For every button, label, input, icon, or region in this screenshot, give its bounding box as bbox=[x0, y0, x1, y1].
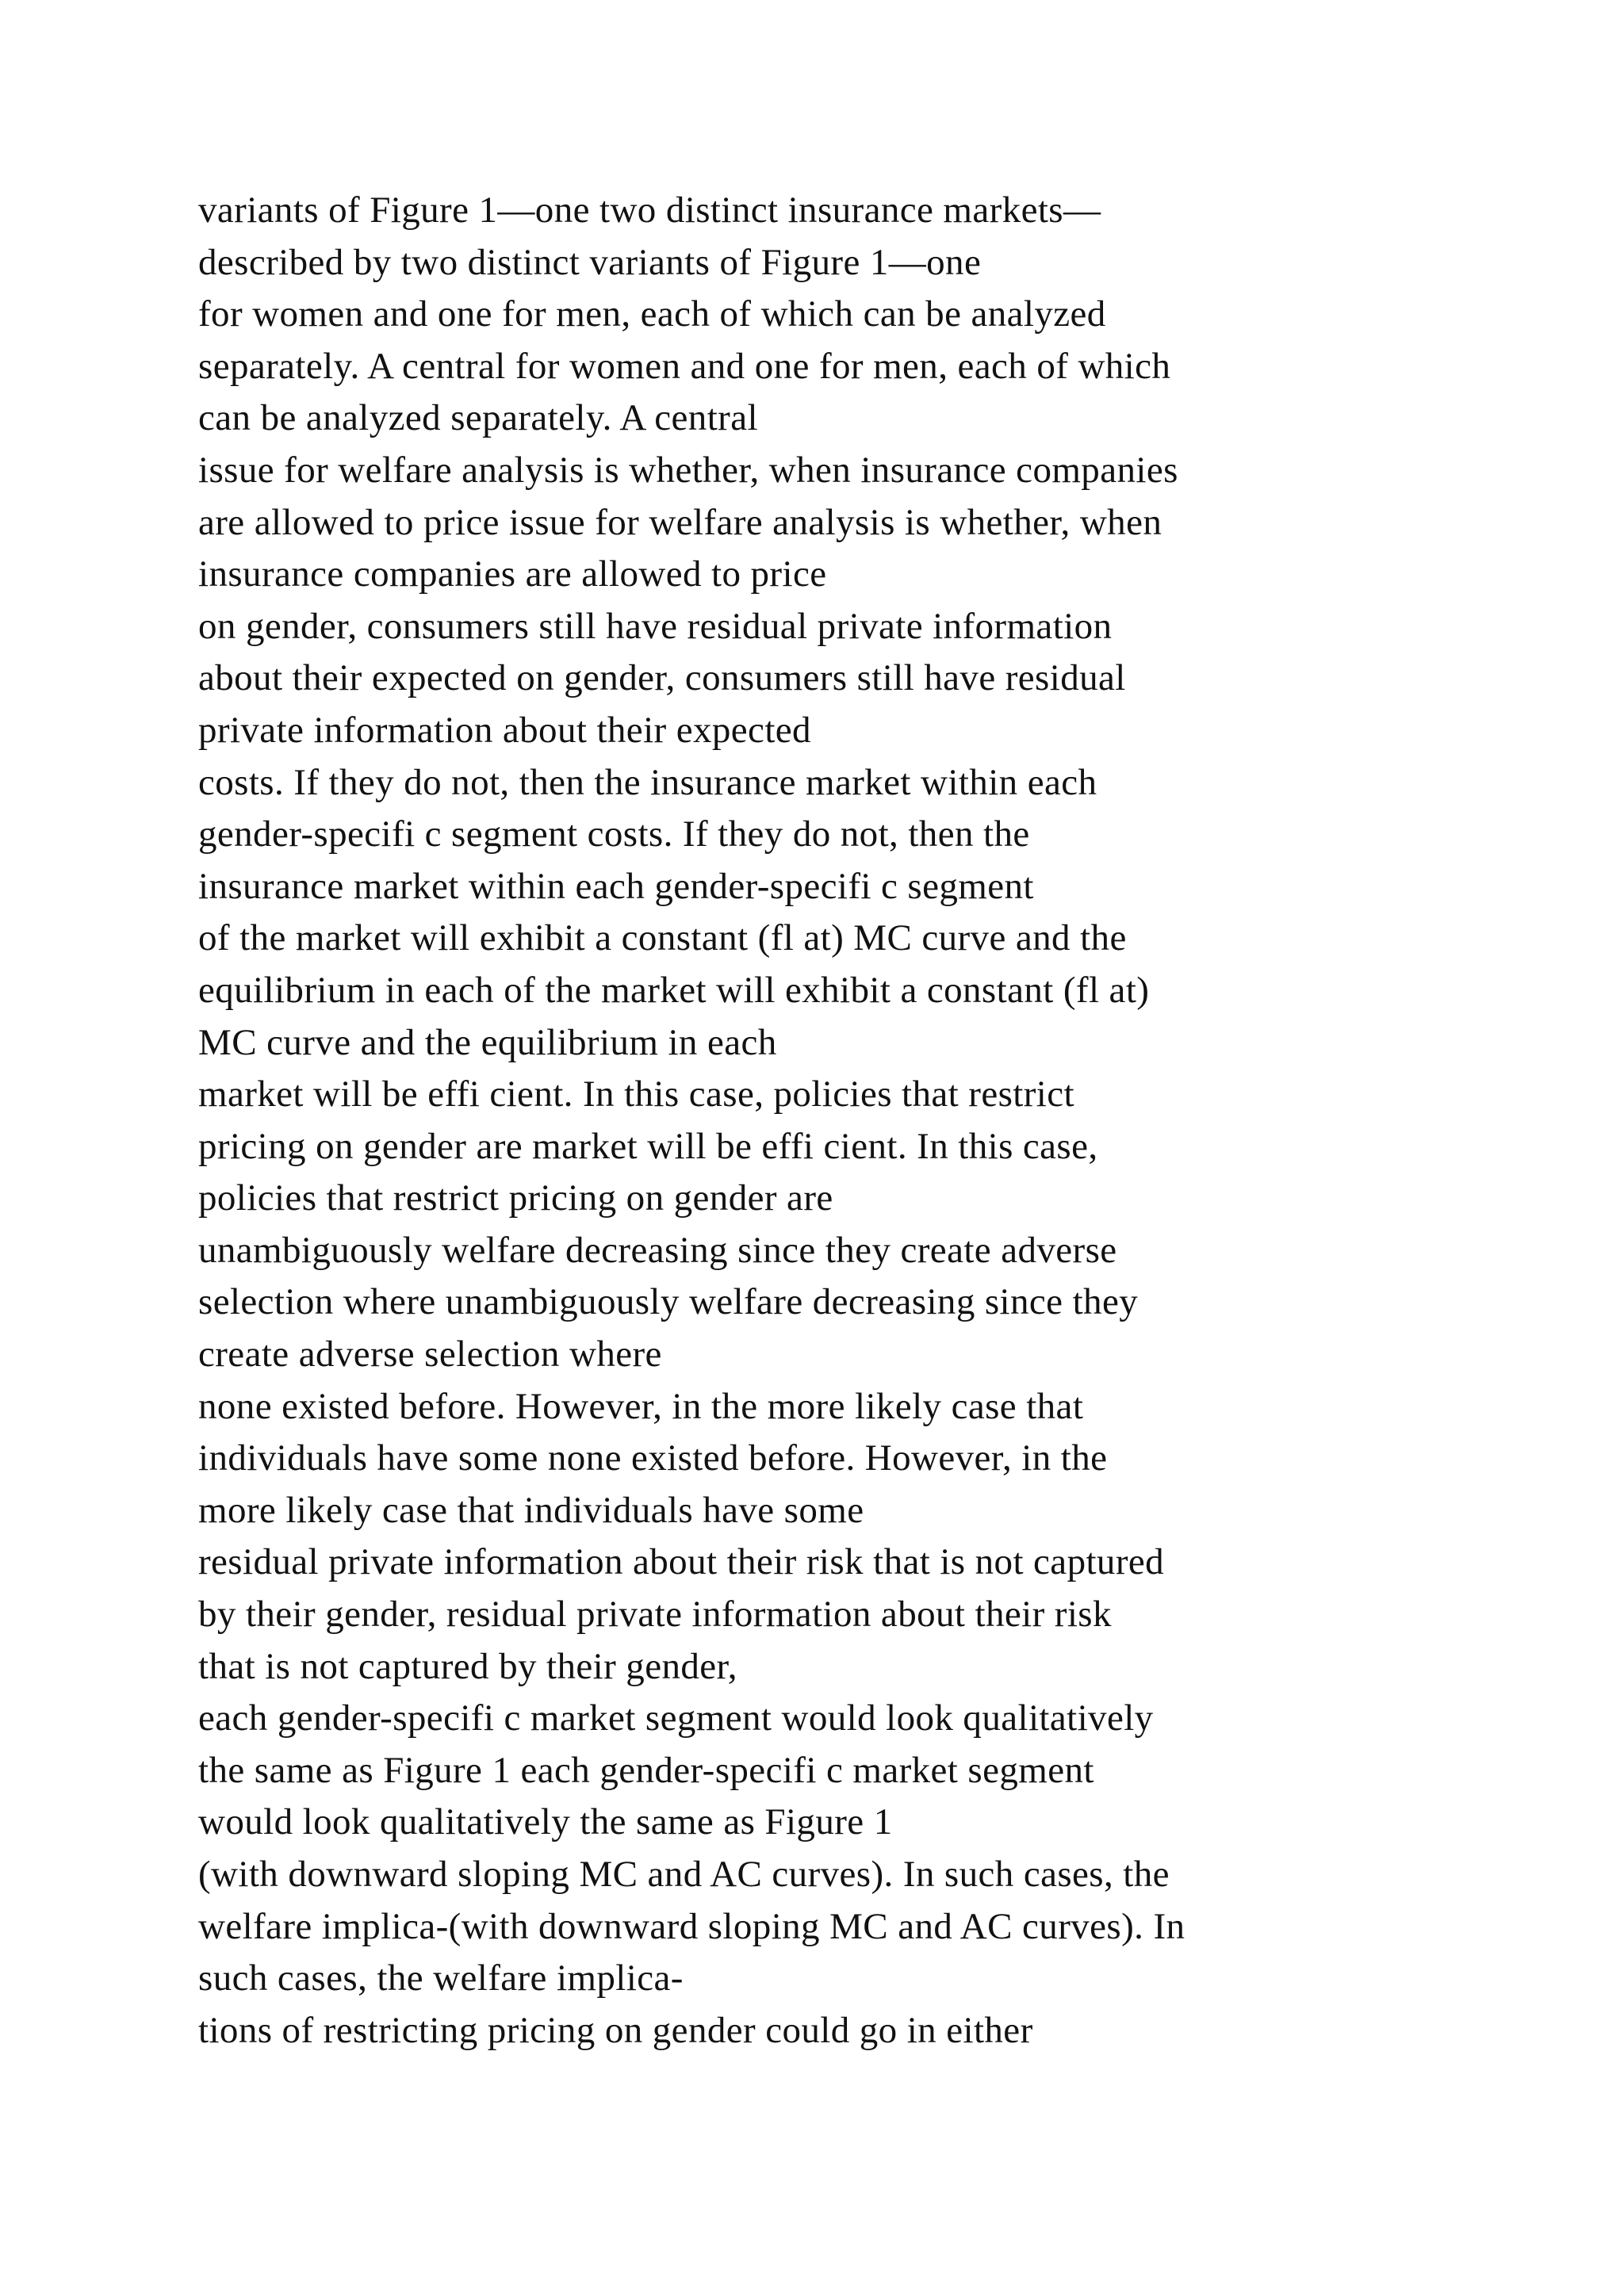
text-line: create adverse selection where bbox=[198, 1334, 662, 1376]
text-line: costs. If they do not, then the insurance market within each bbox=[198, 761, 1097, 803]
text-line: welfare implica-(with downward sloping MC and AC curves). In bbox=[198, 1905, 1185, 1947]
text-line: the same as Figure 1 each gender-specifi c market segment bbox=[198, 1749, 1094, 1791]
text-line: policies that restrict pricing on gender are bbox=[198, 1177, 833, 1219]
text-line: residual private information about their risk that is not captured bbox=[198, 1541, 1165, 1583]
text-line: each gender-specifi c market segment would look qualitatively bbox=[198, 1697, 1154, 1739]
text-line: on gender, consumers still have residual private information bbox=[198, 605, 1113, 647]
text-line: insurance companies are allowed to price bbox=[198, 553, 827, 595]
text-line: tions of restricting pricing on gender could go in either bbox=[198, 2009, 1033, 2051]
text-line: selection where unambiguously welfare decreasing since they bbox=[198, 1281, 1139, 1323]
text-line: separately. A central for women and one for men, each of which bbox=[198, 345, 1171, 387]
text-line: by their gender, residual private information about their risk bbox=[198, 1594, 1112, 1636]
text-line: for women and one for men, each of which can be analyzed bbox=[198, 293, 1106, 335]
text-line: that is not captured by their gender, bbox=[198, 1645, 737, 1687]
text-line: individuals have some none existed before. However, in the bbox=[198, 1437, 1108, 1479]
text-line: equilibrium in each of the market will exhibit a constant (fl at) bbox=[198, 969, 1150, 1011]
text-line: gender-specifi c segment costs. If they do not, then the bbox=[198, 813, 1030, 855]
text-line: can be analyzed separately. A central bbox=[198, 397, 758, 439]
text-line: about their expected on gender, consumers still have residual bbox=[198, 657, 1126, 699]
text-line: (with downward sloping MC and AC curves). In such cases, the bbox=[198, 1854, 1170, 1895]
text-line: market will be effi cient. In this case, policies that restrict bbox=[198, 1073, 1074, 1115]
text-line: variants of Figure 1—one two distinct insurance markets— bbox=[198, 189, 1101, 231]
text-line: pricing on gender are market will be effi cient. In this case, bbox=[198, 1125, 1098, 1167]
text-line: MC curve and the equilibrium in each bbox=[198, 1021, 777, 1063]
text-line: issue for welfare analysis is whether, when insurance companies bbox=[198, 449, 1178, 491]
text-line: would look qualitatively the same as Figure 1 bbox=[198, 1801, 893, 1843]
text-line: unambiguously welfare decreasing since they create adverse bbox=[198, 1229, 1117, 1271]
text-line: such cases, the welfare implica- bbox=[198, 1957, 684, 1999]
text-line: are allowed to price issue for welfare analysis is whether, when bbox=[198, 501, 1162, 543]
text-line: insurance market within each gender-specifi c segment bbox=[198, 865, 1034, 907]
body-text bbox=[198, 185, 1435, 2057]
text-line: none existed before. However, in the more likely case that bbox=[198, 1385, 1084, 1427]
text-line: of the market will exhibit a constant (fl at) MC curve and the bbox=[198, 917, 1127, 959]
text-line: described by two distinct variants of Figure 1—one bbox=[198, 241, 982, 283]
text-line: private information about their expected bbox=[198, 709, 811, 751]
text-line: more likely case that individuals have some bbox=[198, 1489, 864, 1531]
